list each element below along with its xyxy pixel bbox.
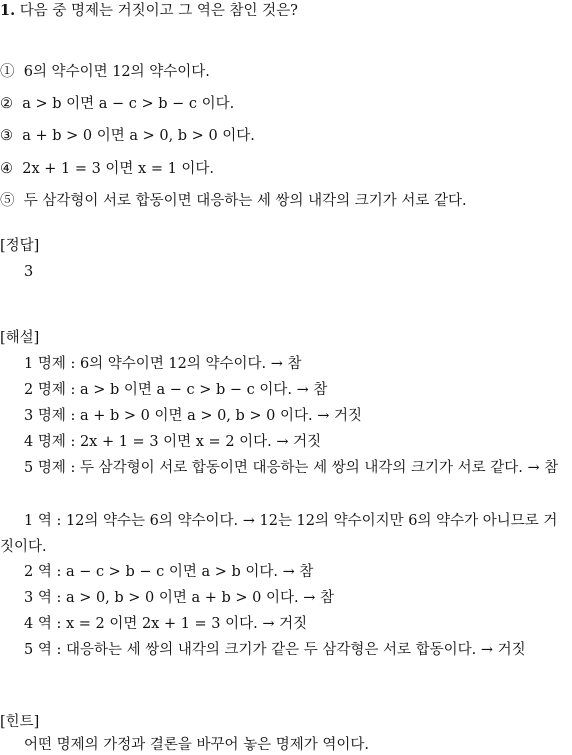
option-mark: ⑤ (0, 193, 15, 209)
explanation-label: [해설] (0, 330, 40, 346)
question-text: 다음 중 명제는 거짓이고 그 역은 참인 것은? (19, 3, 298, 19)
explanation-line: 5 역 : 대응하는 세 쌍의 내각의 크기가 같은 두 삼각형은 서로 합동이다. → 거짓 (24, 642, 526, 658)
question-number: 1. (0, 2, 16, 19)
option-text: 6의 약수이면 12의 약수이다. (23, 64, 210, 80)
explanation-line: 4 명제 : 2x + 1 = 3 이면 x = 2 이다. → 거짓 (24, 434, 322, 450)
explanation-line: 1 명제 : 6의 약수이면 12의 약수이다. → 참 (24, 356, 302, 372)
option-4 (0, 159, 572, 179)
option-text: 2x + 1 = 3 이면 x = 1 이다. (22, 161, 215, 177)
explanation-line: 5 명제 : 두 삼각형이 서로 합동이면 대응하는 세 쌍의 내각의 크기가 서로 같다. → 참 (24, 460, 559, 476)
answer-value: 3 (24, 264, 34, 280)
explanation-line: 1 역 : 12의 약수는 6의 약수이다. → 12는 12의 약수이지만 6의 약수가 아니므로 거짓이다. (0, 513, 558, 555)
option-mark: ① (0, 64, 15, 80)
option-text: a + b > 0 이면 a > 0, b > 0 이다. (22, 128, 255, 144)
option-1 (0, 62, 572, 82)
option-text: a > b 이면 a − c > b − c 이다. (22, 96, 235, 112)
option-text: 두 삼각형이 서로 합동이면 대응하는 세 쌍의 내각의 크기가 서로 같다. (23, 193, 467, 209)
answer-label: [정답] (0, 238, 40, 254)
option-2 (0, 94, 572, 114)
explanation-line: 3 역 : a > 0, b > 0 이면 a + b > 0 이다. → 참 (24, 590, 335, 606)
explanation-line: 4 역 : x = 2 이면 2x + 1 = 3 이다. → 거짓 (24, 616, 308, 632)
option-3 (0, 126, 572, 146)
option-mark: ② (0, 96, 13, 112)
option-mark: ③ (0, 128, 13, 144)
explanation-line: 2 명제 : a > b 이면 a − c > b − c 이다. → 참 (24, 382, 328, 398)
option-mark: ④ (0, 161, 13, 177)
hint-text: 어떤 명제의 가정과 결론을 바꾸어 놓은 명제가 역이다. (24, 737, 370, 753)
explanation-line: 3 명제 : a + b > 0 이면 a > 0, b > 0 이다. → 거짓 (24, 408, 363, 424)
question-line (0, 1, 572, 21)
explanation-line: 2 역 : a − c > b − c 이면 a > b 이다. → 참 (24, 564, 314, 580)
option-5 (0, 191, 572, 211)
hint-label: [힌트] (0, 714, 40, 730)
